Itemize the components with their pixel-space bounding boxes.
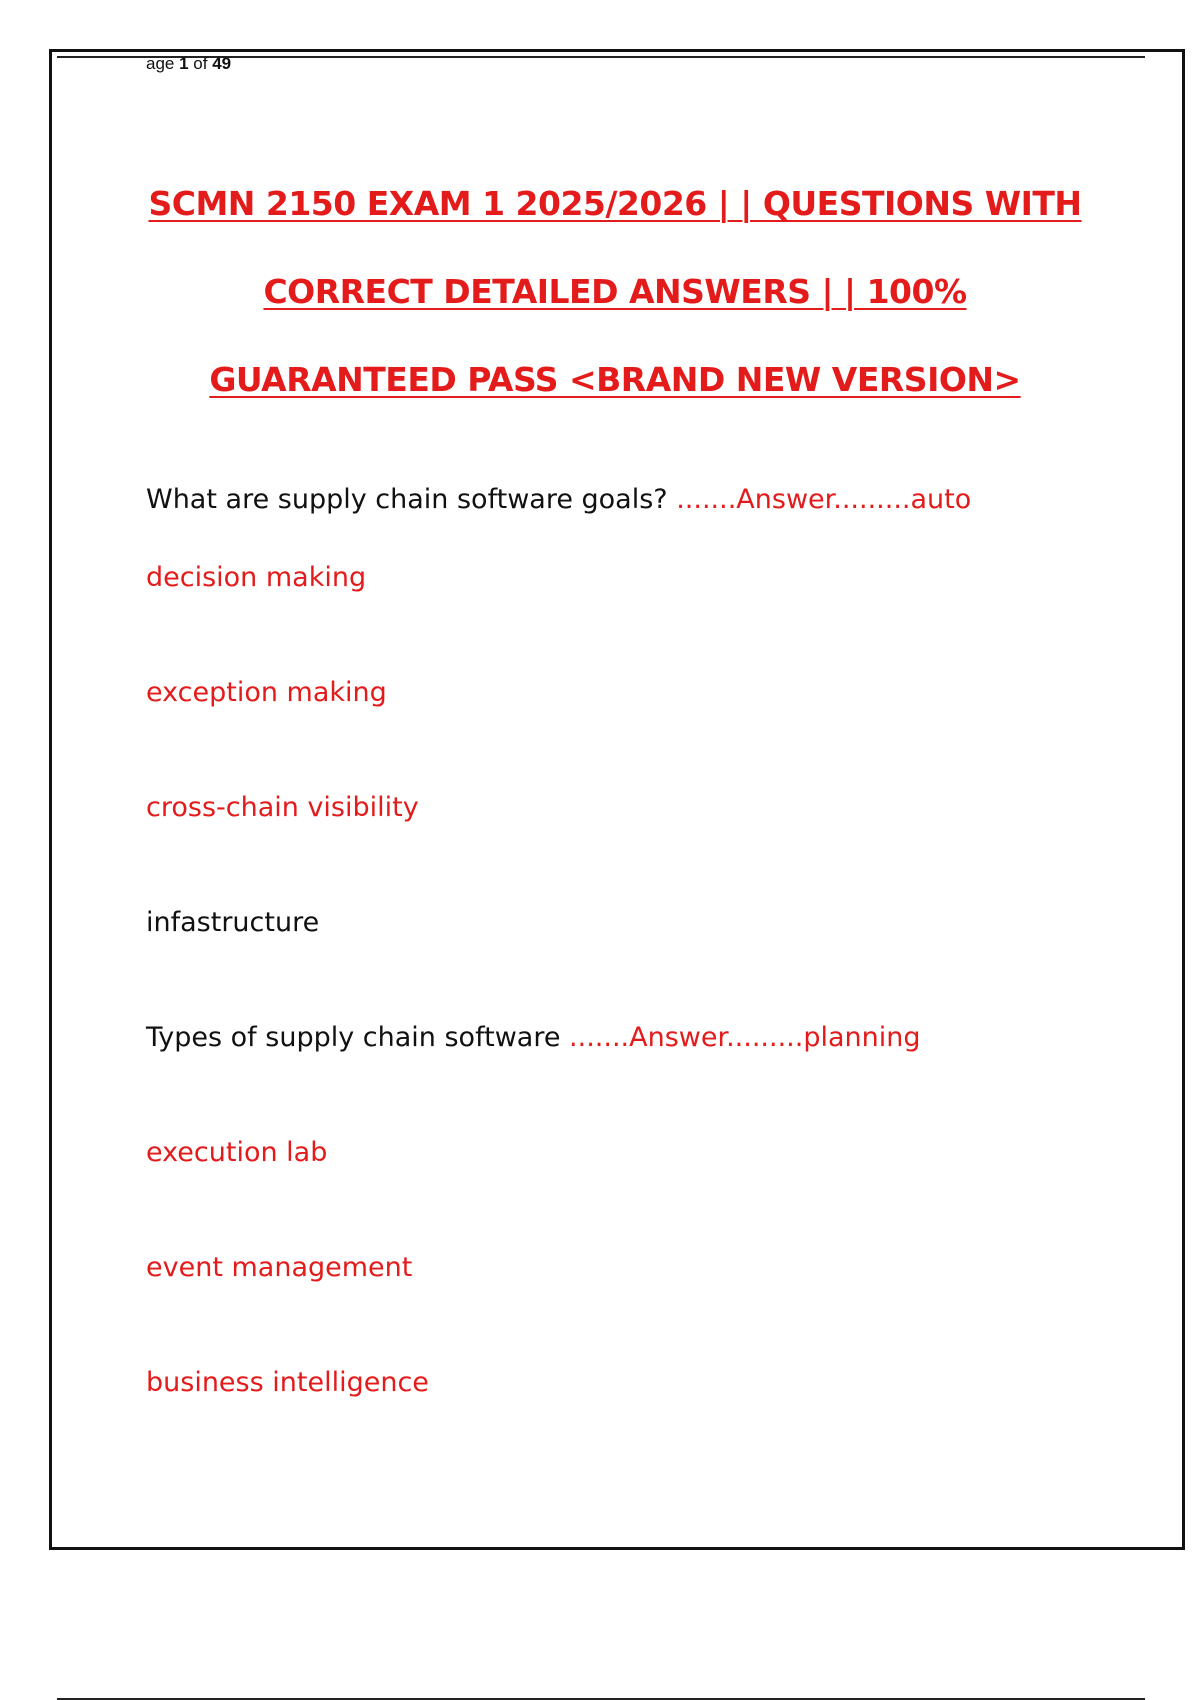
question-2-line (146, 1018, 920, 1058)
answer-2-line-3: business intelligence (146, 1367, 429, 1398)
question-1-text: What are supply chain software goals? (146, 484, 677, 515)
question-1-line (146, 480, 971, 520)
answer-2-line-2: event management (146, 1252, 413, 1283)
question-2-text: Types of supply chain software (146, 1022, 570, 1053)
page-prefix: age (146, 54, 180, 73)
answer-1-plain-line: infastructure (146, 907, 320, 938)
answer-1-line-1: decision making (146, 562, 367, 593)
page-indicator (146, 52, 231, 76)
answer-1-line-2: exception making (146, 677, 387, 708)
page-current: 1 (179, 54, 189, 73)
question-2-answer-lead: .......Answer.........planning (569, 1022, 921, 1053)
answer-1-line-3: cross-chain visibility (146, 792, 419, 823)
title-line-2: CORRECT DETAILED ANSWERS | | 100% (263, 272, 967, 311)
question-1-answer-lead: .......Answer.........auto (676, 484, 972, 515)
page-total: 49 (212, 54, 232, 73)
title-line-3: GUARANTEED PASS <BRAND NEW VERSION> (209, 360, 1021, 399)
page-of: of (188, 54, 213, 73)
document-title (60, 178, 1170, 442)
title-line-1: SCMN 2150 EXAM 1 2025/2026 | | QUESTIONS WITH (148, 184, 1082, 223)
answer-2-line-1: execution lab (146, 1137, 328, 1168)
